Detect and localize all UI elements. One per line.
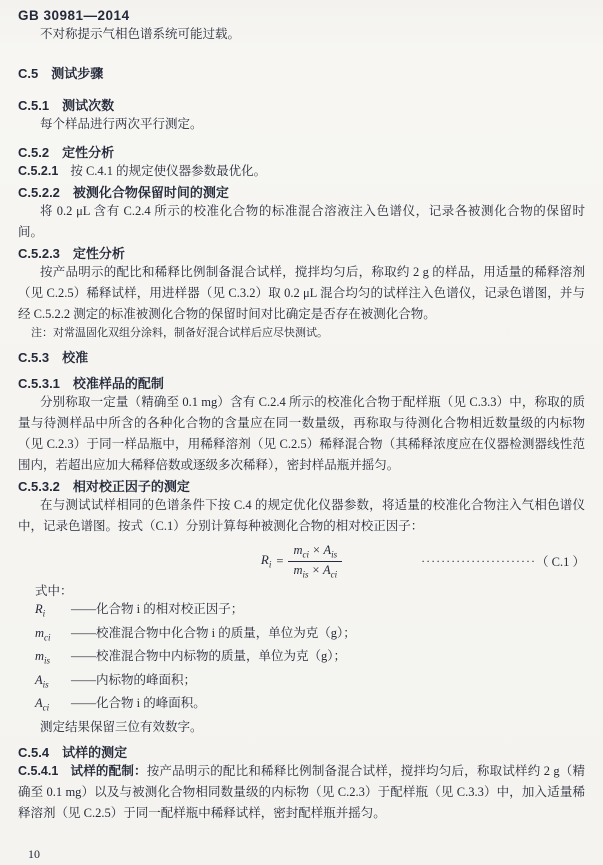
symbol-description: ——校准混合物中内标物的质量，单位为克（g）； [71, 649, 347, 663]
symbol-description: ——内标物的峰面积； [71, 672, 197, 687]
heading-c5-3: C.5.3 校准 [18, 350, 89, 365]
heading-c5-3-2: C.5.3.2 相对校正因子的测定 [18, 479, 190, 494]
page-number: 10 [28, 847, 40, 861]
definition-row [35, 600, 585, 624]
paragraph-c5-2-2: 将 0.2 μL 含有 C.2.4 所示的校准化合物的标准混合溶液注入色谱仪，记录各被测化合物的保留时间。 [18, 204, 585, 239]
clause-c5-2-1 [18, 161, 585, 182]
heading-c5: C.5 测试步骤 [18, 66, 104, 81]
heading-c5-4: C.5.4 试样的测定 [18, 744, 128, 760]
definition-row [35, 694, 585, 718]
heading-c5-2-3: C.5.2.3 定性分析 [18, 246, 125, 261]
symbol: $A_{is}$ [35, 672, 49, 689]
where-label: 式中： [35, 584, 73, 598]
symbol-description: ——化合物 i 的相对校正因子； [71, 602, 244, 616]
equation-dot-leader: ······················· [421, 553, 537, 568]
fraction-denominator: $m_{is} \times A_{ci}$ [293, 562, 338, 579]
symbol: $m_{is}$ [35, 649, 51, 666]
symbol: $A_{ci}$ [35, 696, 50, 713]
clause-title: 试样的配制： [70, 763, 147, 778]
symbol-description: ——化合物 i 的峰面积。 [71, 696, 206, 710]
symbol-description: ——校准混合物中化合物 i 的质量，单位为克（g）； [71, 625, 356, 640]
heading-c5-3-1: C.5.3.1 校准样品的配制 [18, 376, 164, 391]
symbol-definitions [18, 600, 585, 718]
paragraph-c5-2-3: 按产品明示的配比和稀释比例制备混合试样，搅拌均匀后，称取约 2 g 的样品，用适量的稀释溶剂（见 C.2.5）稀释试样，用进样器（见 C.3.2）取 0.2 μL 混合均匀的试样注入色谱仪，记录色谱图，并与经 C.5.2.2 测定的标准被测化合物的保留时间对比确定是否存在被测化合物。 [18, 265, 585, 321]
fraction [288, 543, 342, 579]
clause-text: 按 C.4.1 的规定使仪器参数最优化。 [70, 164, 267, 178]
clause-number: C.5.4.1 [18, 763, 59, 778]
standard-number: GB 30981—2014 [18, 8, 130, 23]
equation-number: （ C.1 ） [536, 555, 585, 569]
equation-expression [261, 543, 342, 579]
heading-c5-2-2: C.5.2.2 被测化合物保留时间的测定 [18, 185, 229, 200]
heading-c5-1: C.5.1 测试次数 [18, 98, 115, 113]
paragraph-c5-3-1: 分别称取一定量（精确至 0.1 mg）含有 C.2.4 所示的校准化合物于配样瓶（见 C.3.3）中，称取的质量与待测样品中所含的各种化合物的含量应在同一数量级，再称取与待测化合物相近数量级的内标物（见 C.2.3）于同一样品瓶中，用稀释溶剂（见 C.2.5）稀释混合物（其稀释浓度应在仪器检测器线性范围内，若超出应加大稀释倍数或逐级多次稀释），密封样品瓶并摇匀。 [18, 395, 585, 472]
definition-row [35, 671, 585, 695]
note-c5-2-3: 注：对常温固化双组分涂料，制备好混合试样后应尽快测试。 [31, 327, 328, 339]
fraction-numerator: $m_{ci} \times A_{is}$ [288, 543, 342, 562]
symbol: $R_i$ [35, 602, 46, 619]
equation-c1 [18, 541, 585, 581]
clause-number: C.5.2.1 [18, 164, 59, 178]
equation-lhs: $R_i$ [260, 552, 272, 570]
paragraph-c5-3-2: 在与测试试样相同的色谱条件下按 C.4 的规定优化仪器参数，将适量的校准化合物注入气相色谱仪中，记录色谱图。按式（C.1）分别计算每种被测化合物的相对校正因子： [18, 498, 585, 533]
clause-c5-4-1 [18, 761, 585, 824]
definition-row [35, 647, 585, 671]
equals-sign: = [276, 553, 284, 568]
clause-text: 按产品明示的配比和稀释比例制备混合试样，搅拌均匀后，称取试样约 2 g（精确至 0.1 mg）以及与被测化合物相同数量级的内标物（见 C.2.3）于配样瓶（见 C.3.3）中，加入适量稀释溶剂（见 C.2.5）于同一配样瓶中稀释试样，密封配样瓶并摇匀。 [18, 763, 585, 820]
definition-row [35, 624, 585, 648]
paragraph-c5-1: 每个样品进行两次平行测定。 [40, 117, 203, 131]
heading-c5-2: C.5.2 定性分析 [18, 145, 115, 160]
paragraph-significant-digits: 测定结果保留三位有效数字。 [40, 719, 203, 734]
symbol: $m_{ci}$ [35, 625, 51, 642]
paragraph-intro: 不对称提示气相色谱系统可能过载。 [40, 27, 241, 41]
